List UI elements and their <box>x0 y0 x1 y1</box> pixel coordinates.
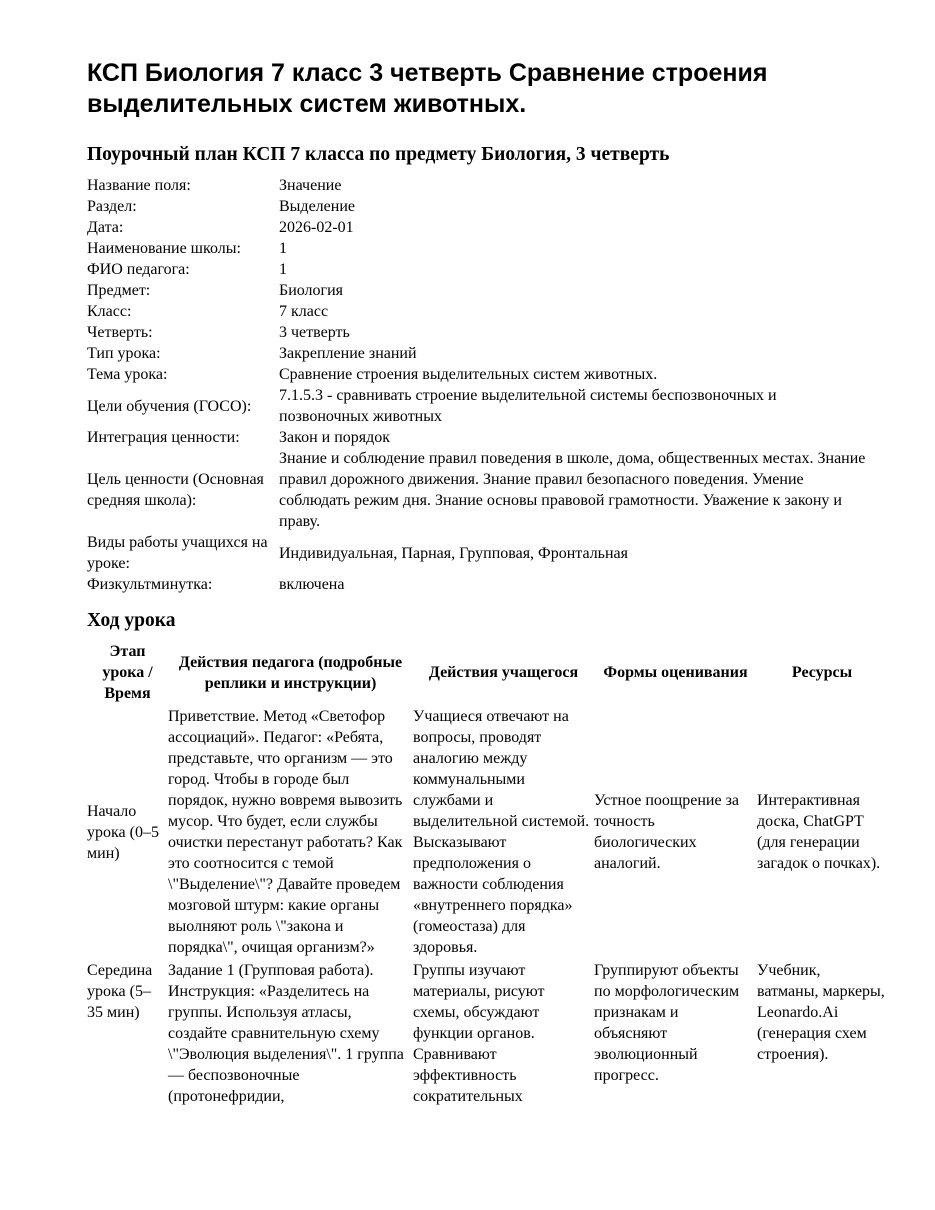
info-key: Тема урока: <box>87 366 168 383</box>
header-stage: Этап урока / Время <box>102 643 153 702</box>
info-row <box>87 301 869 322</box>
cell-assessment: Устное поощрение за точность биологических аналогий. <box>594 792 739 872</box>
info-row <box>87 448 869 532</box>
cell-resources: Учебник, ватманы, маркеры, Leonardo.Ai (генерация схем строения). <box>757 962 885 1063</box>
cell-stage: Середина урока (5–35 мин) <box>87 962 153 1021</box>
cell-student-actions: Группы изучают материалы, рисуют схемы, обсуждают функции органов. Сравнивают эффективность сократительных <box>413 962 545 1105</box>
info-value: 3 четверть <box>279 324 350 341</box>
info-key: Класс: <box>87 303 132 320</box>
cell-student-actions: Учащиеся отвечают на вопросы, проводят аналогию между коммунальными службами и выделительной системой. Высказывают предположения о важности соблюдения «внутреннего порядка» (гомеостаза) для здоровья. <box>413 708 590 956</box>
info-key: ФИО педагога: <box>87 261 190 278</box>
info-key: Тип урока: <box>87 345 161 362</box>
lesson-progress-heading: Ход урока <box>87 610 176 631</box>
info-row <box>87 259 869 280</box>
table-row <box>87 958 887 1107</box>
info-value: 2026-02-01 <box>279 219 354 236</box>
info-row <box>87 217 869 238</box>
info-row <box>87 532 869 574</box>
info-key: Виды работы учащихся на уроке: <box>87 534 268 572</box>
info-key: Цель ценности (Основная средняя школа): <box>87 471 264 509</box>
info-value: Знание и соблюдение правил поведения в школе, дома, общественных местах. Знание правил дорожного движения. Знание правил безопасного поведения. Умение соблюдать режим дня. Знание основы правовой грамотности. Уважение к закону и праву. <box>279 450 866 530</box>
info-value: Биология <box>279 282 344 299</box>
info-row <box>87 574 869 595</box>
header-student-actions: Действия учащегося <box>428 664 579 681</box>
cell-stage: Начало урока (0–5 мин) <box>87 802 159 862</box>
info-row <box>87 427 869 448</box>
info-value: Индивидуальная, Парная, Групповая, Фронтальная <box>279 544 628 562</box>
cell-teacher-actions: Приветствие. Метод «Светофор ассоциаций». Педагог: «Ребята, представьте, что организм — это город. Чтобы в городе был порядок, нужно вовремя вывозить мусор. Что будет, если службы очистки перестанут работать? Как это соотносится с темой \"Выделение\"? Давайте проведем мозговой штурм: какие органы выолняют роль \"закона и порядка\", очищая организм?» <box>168 708 403 956</box>
cell-resources: Интерактивная доска, ChatGPT (для генерации загадок о почках). <box>757 792 881 872</box>
info-value: Закрепление знаний <box>279 345 417 362</box>
info-value: Сравнение строения выделительных систем животных. <box>279 366 658 383</box>
lesson-progress-table <box>87 641 887 1107</box>
info-key: Название поля: <box>87 177 191 194</box>
info-value: Значение <box>279 177 342 194</box>
header-assessment: Формы оценивания <box>603 664 748 681</box>
header-teacher-actions: Действия педагога (подробные реплики и инструкции) <box>178 653 403 692</box>
info-value: 1 <box>279 261 287 278</box>
lesson-table-header-row <box>87 641 887 706</box>
info-value: 7 класс <box>279 303 329 320</box>
info-key: Физкультминутка: <box>87 576 213 593</box>
info-row <box>87 280 869 301</box>
info-row <box>87 343 869 364</box>
info-key: Наименование школы: <box>87 240 241 257</box>
info-row <box>87 238 869 259</box>
info-value: включена <box>279 576 345 593</box>
info-row <box>87 364 869 385</box>
cell-assessment: Группируют объекты по морфологическим признакам и объясняют эволюционный прогресс. <box>594 962 740 1084</box>
info-key: Предмет: <box>87 282 151 299</box>
info-value: Выделение <box>279 198 355 215</box>
info-value: 1 <box>279 240 287 257</box>
info-row <box>87 385 869 427</box>
lesson-info-table <box>87 175 869 595</box>
cell-teacher-actions: Задание 1 (Групповая работа). Инструкция: «Разделитесь на группы. Используя атласы, создайте сравнительную схему \"Эволюция выделения\". 1 группа — беспозвоночные (протонефридии, <box>168 962 404 1105</box>
header-resources: Ресурсы <box>791 664 853 681</box>
info-key: Раздел: <box>87 198 137 215</box>
info-key: Четверть: <box>87 324 153 341</box>
info-row <box>87 175 869 196</box>
info-value: Закон и порядок <box>279 429 391 446</box>
table-row <box>87 706 887 958</box>
document-title: КСП Биология 7 класс 3 четверть Сравнение строения выделительных систем животных. <box>87 59 768 118</box>
info-value: 7.1.5.3 - сравнивать строение выделительной системы беспозвоночных и позвоночных животных <box>279 387 777 425</box>
info-row <box>87 322 869 343</box>
info-row <box>87 196 869 217</box>
info-key: Дата: <box>87 219 124 236</box>
info-key: Цели обучения (ГОСО): <box>87 397 252 415</box>
info-key: Интеграция ценности: <box>87 429 240 446</box>
plan-subtitle: Поурочный план КСП 7 класса по предмету Биология, 3 четверть <box>87 144 670 165</box>
